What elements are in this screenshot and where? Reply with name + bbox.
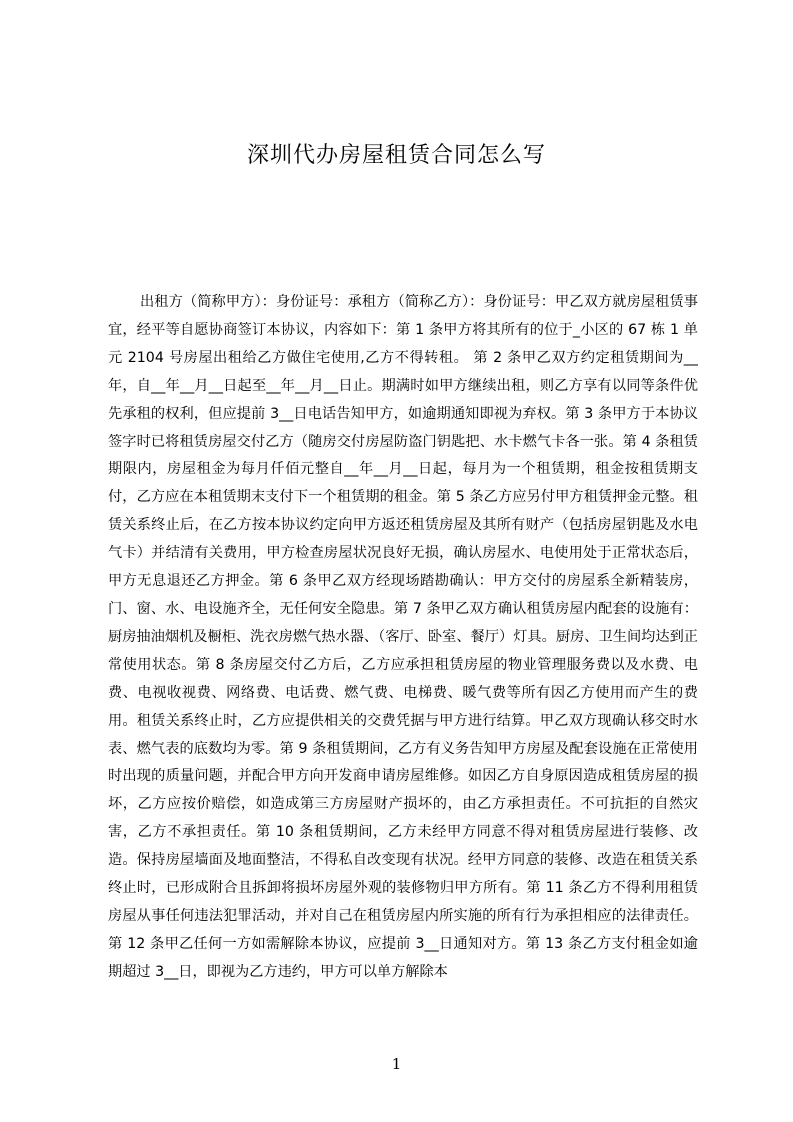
page-number: 1 [391, 1055, 402, 1073]
contract-body-paragraph: 出租方（简称甲方）：身份证号：承租方（简称乙方）：身份证号：甲乙双方就房屋租赁事宜，经平等自愿协商签订本协议，内容如下：第 1 条甲方将其所有的位于_小区的 67 栋 1 单元 2104 号房屋出租给乙方做住宅使用,乙方不得转租。 第 2 条甲乙双方约定租赁期间为__年，自__年__月__日起至__年__月__日止。期满时如甲方继续出租，则乙方享有以同等条件优先承租的权利，但应提前 3__日电话告知甲方，如逾期通知即视为弃权。第 3 条甲方于本协议签字时已将租赁房屋交付乙方（随房交付房屋防盗门钥匙把、水卡燃气卡各一张。第 4 条租赁期限内，房屋租金为每月仟佰元整自__年__月__日起，每月为一个租赁期，租金按租赁期支付，乙方应在本租赁期末支付下一个租赁期的租金。第 5 条乙方应另付甲方租赁押金元整。租赁关系终止后，在乙方按本协议约定向甲方返还租赁房屋及其所有财产（包括房屋钥匙及水电气卡）并结清有关费用，甲方检查房屋状况良好无损，确认房屋水、电使用处于正常状态后，甲方无息退还乙方押金。第 6 条甲乙双方经现场踏勘确认：甲方交付的房屋系全新精装房，门、窗、水、电设施齐全，无任何安全隐患。第 7 条甲乙双方确认租赁房屋内配套的设施有：厨房抽油烟机及橱柜、洗衣房燃气热水器、（客厅、卧室、餐厅）灯具。厨房、卫生间均达到正常使用状态。第 8 条房屋交付乙方后，乙方应承担租赁房屋的物业管理服务费以及水费、电费、电视收视费、网络费、电话费、燃气费、电梯费、暖气费等所有因乙方使用而产生的费用。租赁关系终止时，乙方应提供相关的交费凭据与甲方进行结算。甲乙双方现确认移交时水表、燃气表的底数均为零。第 9 条租赁期间，乙方有义务告知甲方房屋及配套设施在正常使用时出现的质量问题，并配合甲方向开发商申请房屋维修。如因乙方自身原因造成租赁房屋的损坏，乙方应按价赔偿，如造成第三方房屋财产损坏的，由乙方承担责任。不可抗拒的自然灾害，乙方不承担责任。第 10 条租赁期间，乙方未经甲方同意不得对租赁房屋进行装修、改造。保持房屋墙面及地面整洁，不得私自改变现有状况。经甲方同意的装修、改造在租赁关系终止时，已形成附合且拆卸将损坏房屋外观的装修物归甲方所有。第 11 条乙方不得利用租赁房屋从事任何违法犯罪活动，并对自己在租赁房屋内所实施的所有行为承担相应的法律责任。第 12 条甲乙任何一方如需解除本协议，应提前 3__日通知对方。第 13 条乙方支付租金如逾期超过 3__日，即视为乙方违约，甲方可以单方解除本 [108, 294, 698, 980]
document-title: 深圳代办房屋租赁合同怎么写 [246, 143, 546, 168]
